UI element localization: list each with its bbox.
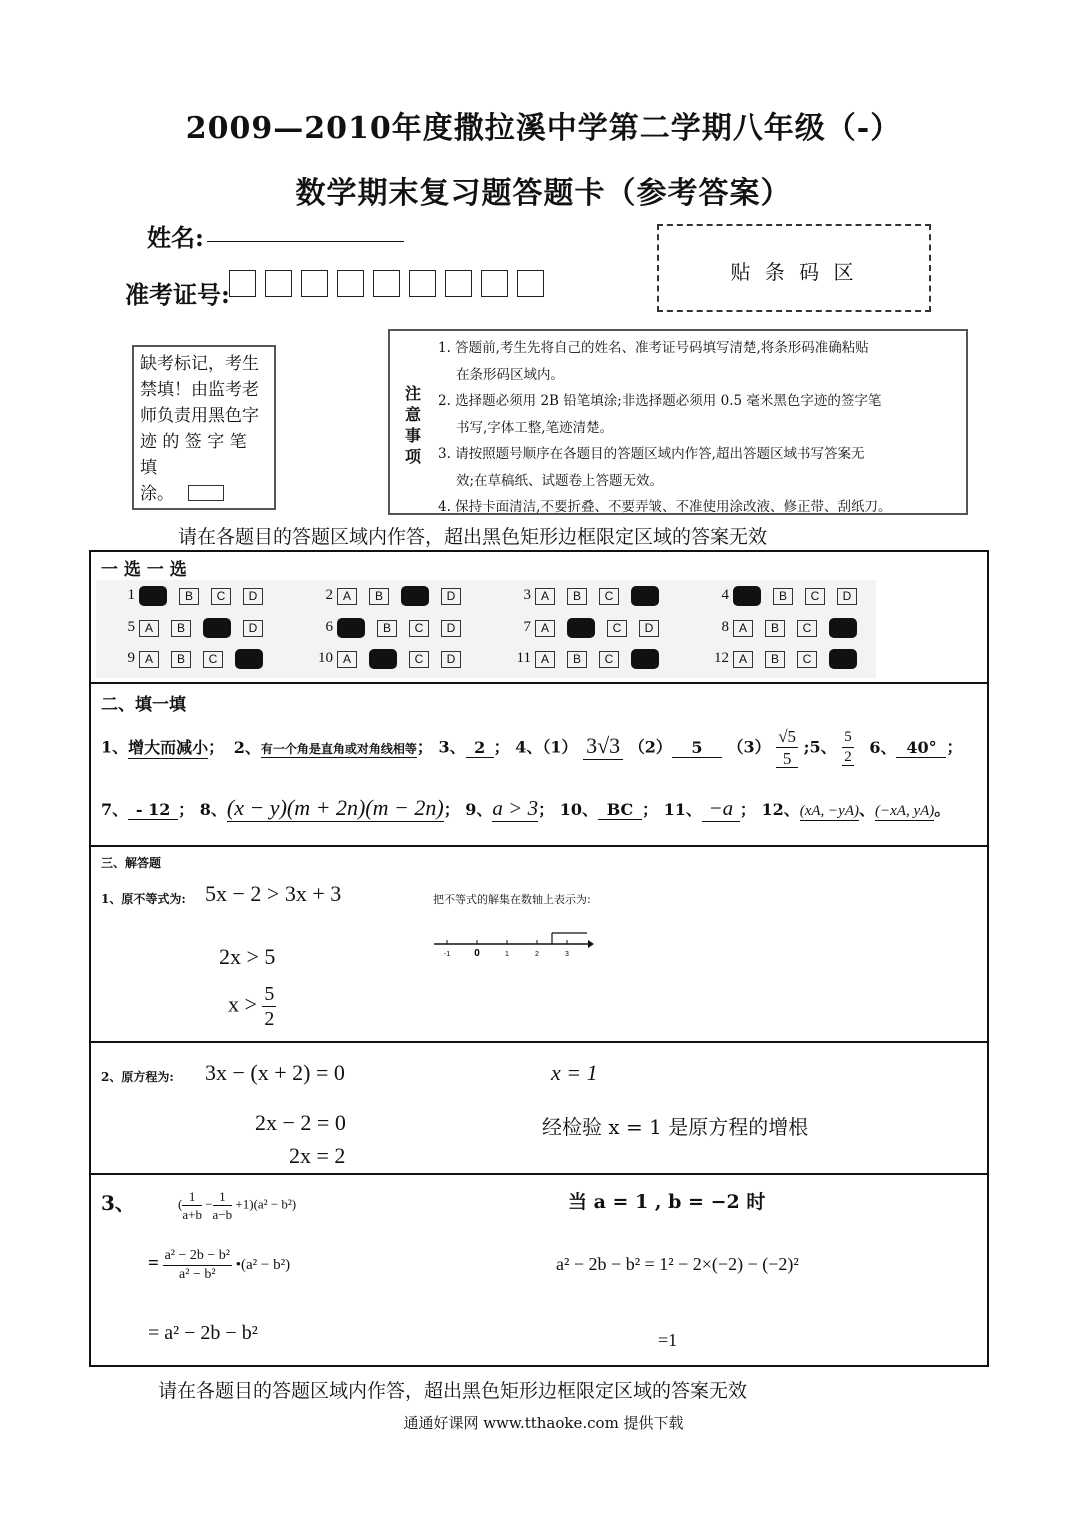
mc-option[interactable]: B — [567, 588, 587, 605]
mc-question — [311, 618, 473, 638]
mc-option[interactable]: C — [409, 651, 429, 668]
mc-option[interactable]: C — [409, 620, 429, 637]
exam-id-digit-box[interactable] — [301, 270, 328, 297]
mc-option[interactable]: C — [797, 620, 817, 637]
mc-option[interactable]: C — [211, 588, 231, 605]
absent-text-line: 缺考标记，考生 — [140, 354, 259, 374]
notice-item: 在条形码区域内。 — [456, 366, 564, 383]
numberline-tick-label: 2 — [535, 951, 539, 958]
problem1-step3: x > $\frac{5}{2}$ — [228, 983, 275, 1030]
exam-id-digit-box[interactable] — [517, 270, 544, 297]
problem3-label: 3、 — [101, 1191, 135, 1215]
mc-option[interactable]: D — [243, 620, 263, 637]
mc-option[interactable]: D — [639, 620, 659, 637]
mc-question-number: 3 — [523, 587, 531, 604]
problem3-step2: = $\frac{\text{a² − 2b − b²}}{\text{a² − b²}}$ •(a² − b²) — [148, 1248, 291, 1282]
absent-mark-box — [132, 345, 276, 510]
mc-option[interactable]: A — [139, 651, 159, 668]
mc-question — [113, 649, 275, 669]
warning-bottom: 请在各题目的答题区域内作答，超出黑色矩形边框限定区域的答案无效 — [158, 1380, 748, 1402]
mc-option[interactable]: B — [171, 620, 191, 637]
mc-question-number: 4 — [721, 587, 729, 604]
answer-q4-3: $\frac{√5}{5}$ — [778, 727, 797, 768]
problem2-check: 经检验 x = 1 是原方程的增根 — [542, 1115, 809, 1139]
section1-title: 一 选 一 选 — [101, 560, 187, 580]
mc-option[interactable]: B — [765, 651, 785, 668]
numberline-tick-label: 1 — [505, 951, 509, 958]
mc-option[interactable]: C — [797, 651, 817, 668]
notice-box — [388, 329, 968, 515]
mc-question-number: 12 — [714, 650, 729, 667]
mc-question-number: 2 — [325, 587, 333, 604]
mc-option[interactable]: C — [203, 651, 223, 668]
problem3-step3: = a² − 2b − b² — [148, 1322, 258, 1344]
section-divider — [89, 682, 989, 684]
mc-option-filled[interactable] — [829, 618, 857, 638]
mc-option-filled[interactable] — [567, 618, 595, 638]
mc-option-filled[interactable] — [337, 618, 365, 638]
mc-question — [509, 586, 671, 606]
absent-text-line: 涂。 — [140, 484, 174, 504]
absent-mark-slot[interactable] — [188, 485, 224, 501]
answer-q2: 有一个角是直角或对角线相等 — [260, 741, 417, 756]
mc-option[interactable]: B — [773, 588, 793, 605]
exam-id-digit-box[interactable] — [373, 270, 400, 297]
answer-q3: 2 — [466, 738, 494, 758]
mc-option[interactable]: B — [369, 588, 389, 605]
mc-question — [113, 586, 275, 606]
problem1-step1: 5x − 2 > 3x + 3 — [205, 881, 342, 906]
barcode-label: 贴 条 码 区 — [730, 260, 858, 284]
mc-option[interactable]: D — [441, 620, 461, 637]
absent-text-line: 迹 的 签 字 笔 填 — [140, 432, 247, 478]
mc-question-number: 10 — [318, 650, 333, 667]
answer-q10: BC — [598, 800, 642, 820]
notice-item: 1. 答题前,考生先将自己的姓名、准考证号码填写清楚,将条形码准确粘贴 — [438, 340, 869, 356]
problem2-step2: 2x − 2 = 0 — [255, 1110, 346, 1135]
mc-option[interactable]: A — [337, 651, 357, 668]
name-field[interactable] — [207, 241, 404, 242]
problem2-step3: 2x = 2 — [289, 1143, 346, 1168]
mc-option[interactable]: C — [599, 588, 619, 605]
mc-question-number: 6 — [325, 619, 333, 636]
mc-option[interactable]: D — [837, 588, 857, 605]
mc-option[interactable]: C — [805, 588, 825, 605]
mc-option[interactable]: A — [535, 651, 555, 668]
exam-id-digit-box[interactable] — [481, 270, 508, 297]
numberline-tick-label: 0 — [474, 948, 480, 959]
answer-q11: −a — [702, 796, 740, 822]
numberline-tick-label: -1 — [443, 951, 451, 958]
mc-option[interactable]: A — [733, 651, 753, 668]
mc-option[interactable]: A — [535, 588, 555, 605]
absent-text-line: 禁填！由监考老 — [140, 380, 259, 400]
answer-q8: (x − y)(m + 2n)(m − 2n) — [226, 795, 444, 820]
section-divider — [89, 845, 989, 847]
exam-id-digit-box[interactable] — [337, 270, 364, 297]
notice-item: 书写,字体工整,笔迹清楚。 — [456, 419, 614, 436]
barcode-area — [657, 224, 931, 312]
mc-option[interactable]: C — [599, 651, 619, 668]
mc-option-filled[interactable] — [235, 649, 263, 669]
mc-option-filled[interactable] — [631, 649, 659, 669]
notice-item: 4. 保持卡面清洁,不要折叠、不要弄皱、不准使用涂改液、修正带、刮纸刀。 — [438, 499, 892, 515]
mc-question — [707, 586, 869, 606]
title-line-1: 2009—2010年度撒拉溪中学第二学期八年级（-） — [185, 111, 902, 146]
number-line — [432, 928, 597, 960]
mc-option-filled[interactable] — [203, 618, 231, 638]
section2-title: 二、填一填 — [101, 695, 186, 715]
mc-option-filled[interactable] — [369, 649, 397, 669]
exam-id-digit-box[interactable] — [445, 270, 472, 297]
mc-option-filled[interactable] — [401, 586, 429, 606]
answer-q9: a > 3 — [492, 796, 539, 820]
mc-option-filled[interactable] — [139, 586, 167, 606]
exam-id-digit-box[interactable] — [229, 270, 256, 297]
exam-id-digit-box[interactable] — [409, 270, 436, 297]
exam-id-digit-box[interactable] — [265, 270, 292, 297]
mc-question-number: 1 — [127, 587, 135, 604]
mc-question — [311, 586, 473, 606]
notice-items — [438, 335, 963, 521]
notice-item: 效;在草稿纸、试题卷上答题无效。 — [456, 472, 664, 489]
notice-label: 注 意 事 项 — [404, 384, 421, 466]
mc-question — [707, 618, 869, 638]
mc-question-number: 11 — [516, 650, 531, 667]
mc-question — [509, 649, 671, 669]
problem3-calculation: a² − 2b − b² = 1² − 2×(−2) − (−2)² — [556, 1254, 799, 1274]
mc-option[interactable]: C — [607, 620, 627, 637]
mc-question — [311, 649, 473, 669]
mc-option[interactable]: A — [733, 620, 753, 637]
mc-question — [707, 649, 869, 669]
section3-title: 三、解答题 — [101, 856, 162, 870]
exam-id-boxes[interactable] — [229, 270, 553, 297]
problem1-step2: 2x > 5 — [219, 944, 276, 969]
mc-option[interactable]: B — [179, 588, 199, 605]
title-line-2: 数学期末复习题答题卡（参考答案） — [295, 176, 792, 211]
mc-option[interactable]: A — [139, 620, 159, 637]
exam-id-label: 准考证号: — [125, 280, 230, 309]
problem2-label: 2、原方程为: — [101, 1070, 174, 1084]
problem1-label: 1、原不等式为: — [101, 892, 186, 906]
answer-q4-2: 5 — [672, 738, 722, 758]
mc-question-number: 7 — [523, 619, 531, 636]
source-line: 通通好课网 www.tthaoke.com 提供下载 — [403, 1414, 684, 1432]
problem3-result: =1 — [658, 1330, 678, 1350]
problem2-solution: x = 1 — [551, 1060, 598, 1085]
mc-question-number: 5 — [127, 619, 135, 636]
mc-option-filled[interactable] — [829, 649, 857, 669]
notice-item: 3. 请按照题号顺序在各题目的答题区域内作答,超出答题区域书写答案无 — [438, 446, 865, 462]
problem3-condition: 当 a = 1 , b = −2 时 — [568, 1191, 766, 1213]
numberline-tick-label: 3 — [565, 951, 569, 958]
problem3-expression: ( $\frac{1}{a+b}$ − $\frac{1}{a-b}$ +1)(a² − b²) — [178, 1189, 297, 1222]
notice-item: 2. 选择题必须用 2B 铅笔填涂;非选择题必须用 0.5 毫米黑色字迹的签字笔 — [438, 393, 882, 409]
mc-option[interactable]: B — [171, 651, 191, 668]
absent-text-line: 师负责用黑色字 — [140, 406, 259, 426]
answer-q12-b: (−xA, yA) — [875, 803, 935, 819]
fill-row-2: 7、 - 12 ； 8、(x − y)(m + 2n)(m − 2n)； 9、a > 3； 10、 BC ； 11、 −a ； 12、(xA, −yA)、(−xA, yA)。 — [101, 795, 951, 820]
fill-row-1: 1、增大而减小； 2、有一个角是直角或对角线相等； 3、 2 ； 4、（1） 3√3 （2） 5 （3） $\frac{√5}{5}$ ;5、 $\frac{5}{2}$ 6、 40° ； — [101, 727, 963, 768]
answer-q12-a: (xA, −yA) — [799, 803, 859, 819]
mc-question — [509, 618, 671, 638]
answer-q1: 增大而减小 — [128, 735, 208, 759]
numberline-caption: 把不等式的解集在数轴上表示为: — [433, 893, 591, 906]
section-divider — [89, 1173, 989, 1175]
mc-option[interactable]: A — [535, 620, 555, 637]
mc-option[interactable]: B — [765, 620, 785, 637]
warning-top: 请在各题目的答题区域内作答，超出黑色矩形边框限定区域的答案无效 — [178, 526, 768, 548]
mc-question-number: 9 — [127, 650, 135, 667]
mc-option[interactable]: D — [243, 588, 263, 605]
mc-option[interactable]: A — [337, 588, 357, 605]
problem2-step1: 3x − (x + 2) = 0 — [205, 1060, 345, 1085]
mc-option[interactable]: D — [441, 588, 461, 605]
answer-q5: $\frac{5}{2}$ — [844, 729, 852, 765]
answer-q7: - 12 — [128, 800, 178, 820]
mc-option-filled[interactable] — [631, 586, 659, 606]
mc-option[interactable]: B — [377, 620, 397, 637]
mc-option-filled[interactable] — [733, 586, 761, 606]
section-divider — [89, 1041, 989, 1043]
answer-q6: 40° — [896, 738, 946, 758]
mc-option[interactable]: D — [441, 651, 461, 668]
mc-option[interactable]: B — [567, 651, 587, 668]
mc-question-number: 8 — [721, 619, 729, 636]
name-label: 姓名: — [147, 223, 204, 252]
answer-q4-1: 3√3 — [583, 733, 623, 760]
mc-question — [113, 618, 275, 638]
